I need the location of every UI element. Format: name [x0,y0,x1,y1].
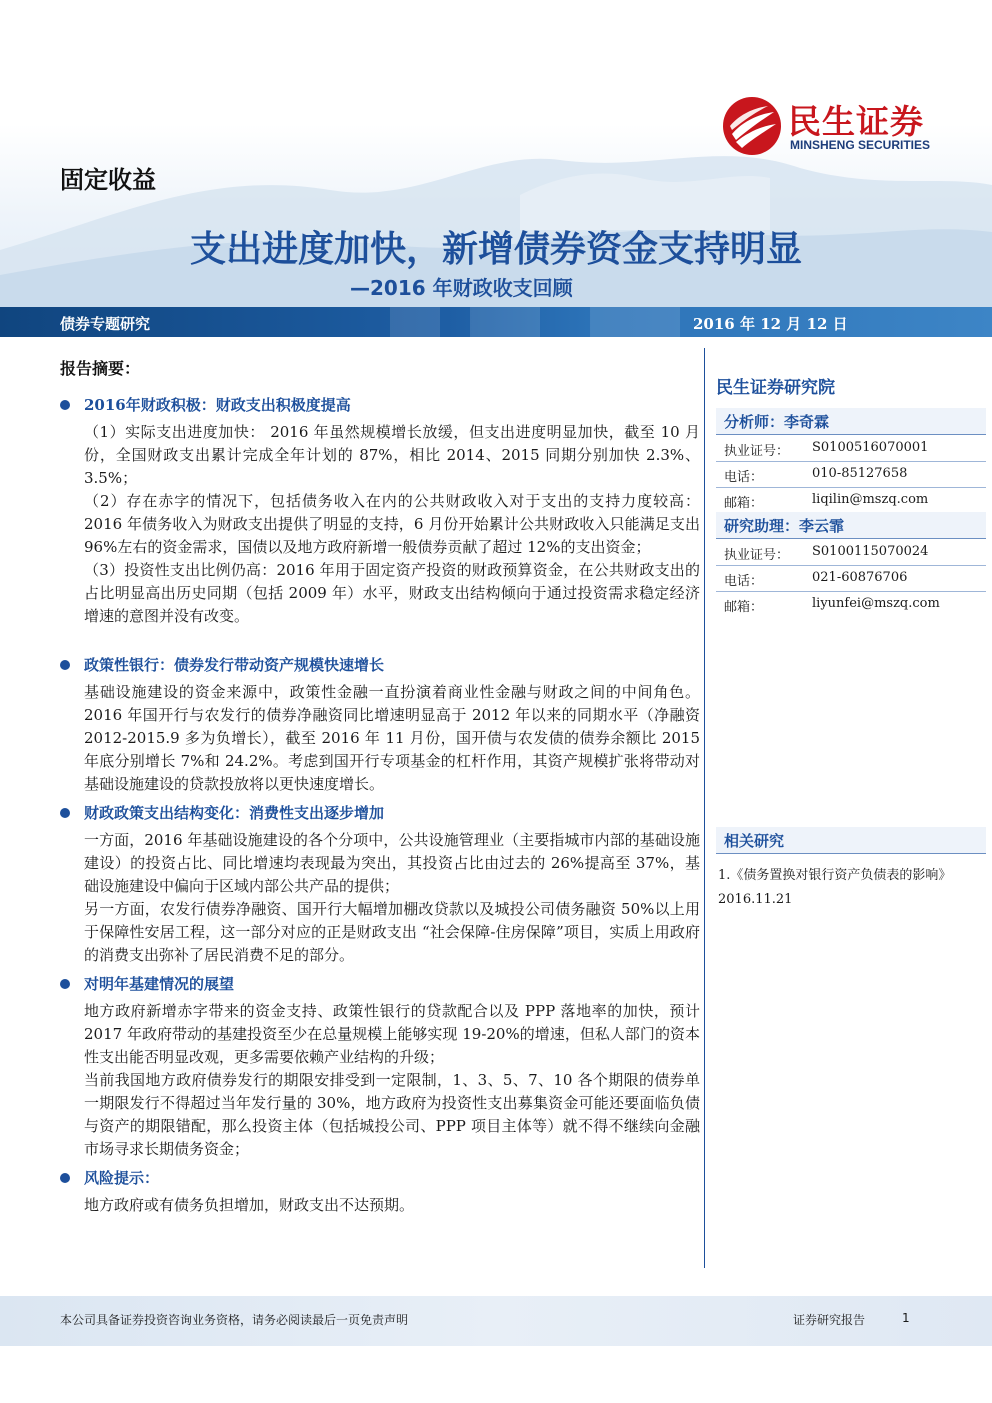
assistant-phone-label: 电话： [724,574,764,589]
section-heading-text: 风险提示： [84,1169,160,1187]
analyst-phone-label: 电话： [724,470,764,485]
section-heading [60,802,700,824]
bar-stripe [590,307,680,337]
report-title: 支出进度加快，新增债券资金支持明显 [189,229,802,270]
paragraph: 基础设施建设的资金来源中，政策性金融一直扮演着商业性金融与财政之间的中间角色。2016 年国开行与农发行的债券净融资同比增速明显高于 2012 年以来的同期水平（净融资 2012-2015.9 多为负增长），截至 2016 年 11 月份，国开债与农发债的债券余额比 2015 年底分别增长 7%和 24.2%。考虑到国开行专项基金的杠杆作用，其资产规模扩张将带动对基础设施建设的贷款投放将以更快速度增长。 [84,683,700,793]
section-heading-text: 政策性银行：债券发行带动资产规模快速增长 [84,656,385,674]
column-divider [704,348,705,1268]
summary-section [60,394,700,628]
research-institute: 民生证券研究院 [716,378,835,398]
sidebar-divider [716,591,986,592]
section-heading [60,654,700,676]
assistant-email[interactable]: liyunfei@mszq.com [812,596,940,611]
bullet-icon [60,1173,70,1183]
paragraph: （1）实际支出进度加快： 2016 年虽然规模增长放缓，但支出进度明显加快，截至 10 月份，全国财政支出累计完成全年计划的 87%，相比 2014、2015 同期分别加快 2.3%、3.5%； [84,423,700,487]
analyst-phone: 010-85127658 [812,466,908,481]
analyst-license-label: 执业证号： [724,444,790,459]
section-heading [60,973,700,995]
bar-stripe [390,307,440,337]
report-subtitle: —2016 年财政收支回顾 [350,276,573,300]
report-label: 证券研究报告 [793,1313,866,1327]
related-research-title[interactable]: 1.《债务置换对银行资产负债表的影响》 [718,868,952,883]
bullet-icon [60,400,70,410]
report-category: 固定收益 [60,166,156,194]
disclaimer-notice: 本公司具备证券投资咨询业务资格，请务必阅读最后一页免责声明 [60,1313,409,1327]
related-research-heading [716,827,986,854]
analyst-license: S0100516070001 [812,440,929,455]
section-heading-text: 财政政策支出结构变化：消费性支出逐步增加 [84,804,385,822]
assistant-heading-text: 研究助理：李云霏 [724,517,845,535]
section-heading [60,1167,700,1189]
paragraph: 地方政府新增赤字带来的资金支持、政策性银行的贷款配合以及 PPP 落地率的加快，预计 2017 年政府带动的基建投资至少在总量规模上能够实现 19-20%的增速，但私人部门的资本性支出能否明显改观，更多需要依赖产业结构的升级； [84,1002,700,1066]
analyst-heading [716,408,986,435]
analyst-heading-text: 分析师：李奇霖 [724,413,830,431]
assistant-heading [716,512,986,539]
sidebar-divider [716,487,986,488]
report-info-bar [0,307,992,337]
assistant-phone: 021-60876706 [812,570,908,585]
sidebar-divider [716,461,986,462]
assistant-license: S0100115070024 [812,544,929,559]
brand-name-en: MINSHENG SECURITIES [790,138,931,152]
report-type: 债券专题研究 [60,315,151,333]
summary-section [60,973,700,1161]
report-date: 2016 年 12 月 12 日 [693,315,848,333]
section-heading-text: 对明年基建情况的展望 [84,975,235,993]
section-heading [60,394,700,416]
paragraph: （3）投资性支出比例仍高：2016 年用于固定资产投资的财政预算资金，在公共财政支出的占比明显高出历史同期（包括 2009 年）水平，财政支出结构倾向于通过投资需求稳定经济增速的意图并没有改变。 [84,561,700,625]
summary-section [60,802,700,967]
summary-label: 报告摘要： [60,359,141,378]
minsheng-logo-icon [722,96,782,156]
paragraph: 一方面，2016 年基础设施建设的各个分项中，公共设施管理业（主要指城市内部的基础设施建设）的投资占比、同比增速均表现最为突出，其投资占比由过去的 26%提高至 37%，基础设施建设中偏向于区域内部公共产品的提供； [84,831,700,895]
bar-stripe [470,307,540,337]
brand-logo [722,96,952,160]
brand-name-cn: 民生证券 [788,102,924,141]
related-research-heading-text: 相关研究 [724,832,785,850]
bullet-icon [60,808,70,818]
bullet-icon [60,660,70,670]
sidebar-divider [716,565,986,566]
assistant-email-label: 邮箱： [724,600,764,615]
paragraph: 当前我国地方政府债券发行的期限安排受到一定限制，1、3、5、7、10 各个期限的债券单一期限发行不得超过当年发行量的 30%，地方政府为投资性支出募集资金可能还要面临负债与资产的期限错配，那么投资主体（包括城投公司、PPP 项目主体等）就不得不继续向金融市场寻求长期债务资金； [84,1071,700,1158]
assistant-license-label: 执业证号： [724,548,790,563]
section-heading-text: 2016年财政积极：财政支出积极度提高 [84,396,351,414]
paragraph: 地方政府或有债务负担增加，财政支出不达预期。 [84,1196,415,1214]
bullet-icon [60,979,70,989]
page-number: 1 [902,1311,910,1325]
summary-section [60,654,700,796]
analyst-email[interactable]: liqilin@mszq.com [812,492,929,507]
page-footer [0,1296,992,1346]
paragraph: 另一方面，农发行债券净融资、国开行大幅增加棚改贷款以及城投公司债务融资 50%以上用于保障性安居工程，这一部分对应的正是财政支出 “社会保障-住房保障”项目，实质上用政府的消费支出弥补了居民消费不足的部分。 [84,900,700,964]
related-research-date: 2016.11.21 [718,892,793,907]
analyst-email-label: 邮箱： [724,496,764,511]
paragraph: （2）存在赤字的情况下，包括债务收入在内的公共财政收入对于支出的支持力度较高：2016 年债务收入为财政支出提供了明显的支持，6 月份开始累计公共财政收入只能满足支出 96%左右的资金需求，国债以及地方政府新增一般债券贡献了超过 12%的支出资金； [84,492,700,556]
summary-section [60,1167,700,1217]
